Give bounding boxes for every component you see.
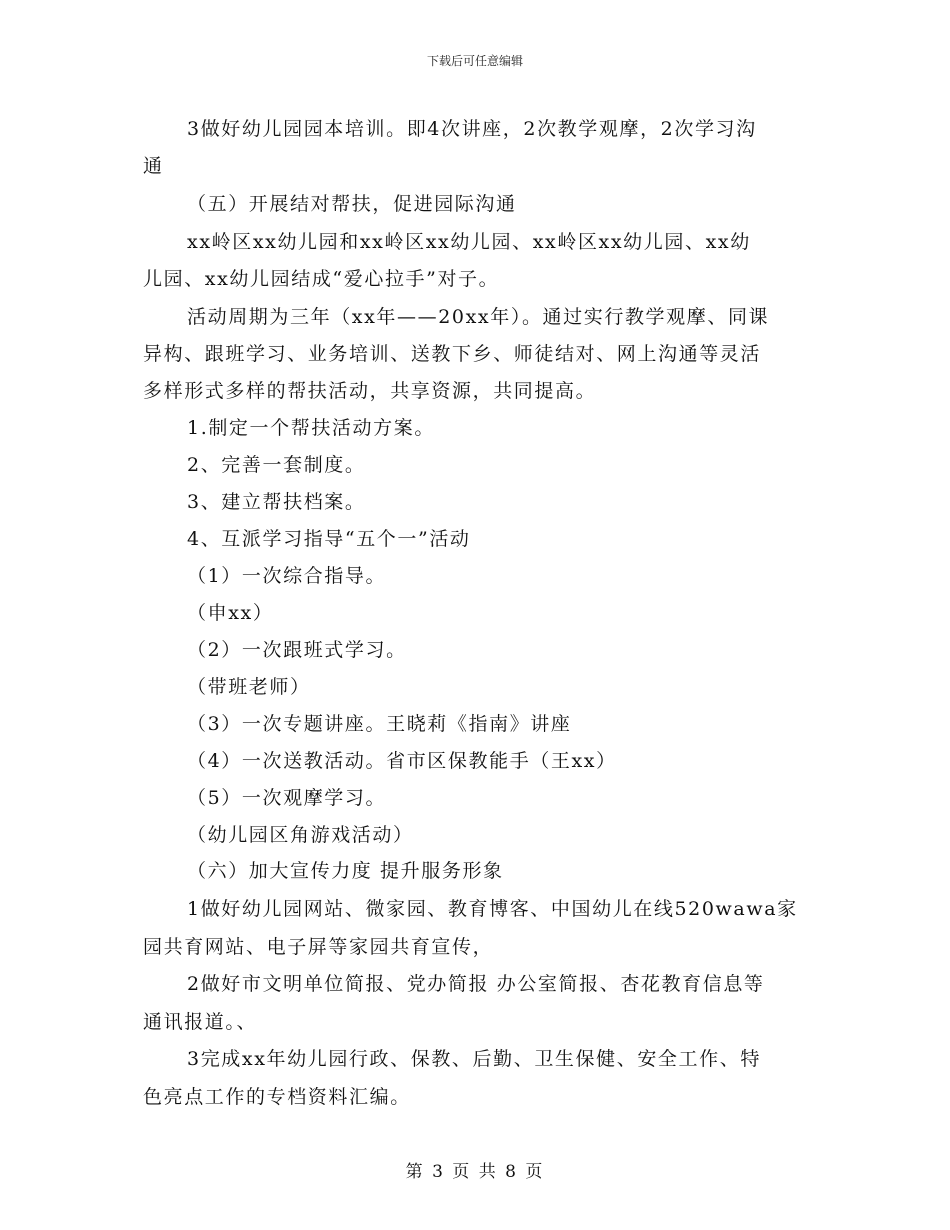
sub-list-item: （2）一次跟班式学习。: [187, 639, 407, 661]
sub-list-note: （申xx）: [187, 602, 274, 624]
sub-list-note: （幼儿园区角游戏活动）: [187, 824, 414, 846]
list-item: 2、完善一套制度。: [187, 454, 366, 476]
paragraph-line: 儿园、xx幼儿园结成“爱心拉手”对子。: [143, 268, 500, 290]
paragraph-line: 异构、跟班学习、业务培训、送教下乡、师徒结对、网上沟通等灵活: [143, 343, 762, 365]
page-header: 下载后可任意编辑: [426, 54, 523, 68]
paragraph-line: 2做好市文明单位简报、党办简报 办公室简报、杏花教育信息等: [187, 973, 765, 995]
sub-list-item: （4）一次送教活动。省市区保教能手（王xx）: [187, 750, 617, 772]
paragraph-line: 通讯报道。、: [143, 1011, 258, 1033]
paragraph-line: 1做好幼儿园网站、微家园、教育博客、中国幼儿在线520wawa家: [187, 898, 798, 920]
list-item: 3、建立帮扶档案。: [187, 491, 366, 513]
sub-list-item: （3）一次专题讲座。王晓莉《指南》讲座: [187, 713, 572, 735]
sub-list-note: （带班老师）: [187, 676, 311, 698]
list-item: 4、互派学习指导“五个一”活动: [187, 528, 471, 550]
section-heading: （六）加大宣传力度 提升服务形象: [187, 860, 504, 882]
paragraph-line: 活动周期为三年（xx年——20xx年）。通过实行教学观摩、同课: [187, 306, 770, 328]
paragraph-line: 通: [143, 155, 164, 177]
list-item: 1.制定一个帮扶活动方案。: [187, 417, 435, 439]
sub-list-item: （5）一次观摩学习。: [187, 787, 387, 809]
paragraph-line: 园共育网站、电子屏等家园共育宣传，: [143, 936, 494, 958]
page-number: 第 3 页 共 8 页: [405, 1162, 545, 1182]
sub-list-item: （1）一次综合指导。: [187, 565, 387, 587]
paragraph-line: xx岭区xx幼儿园和xx岭区xx幼儿园、xx岭区xx幼儿园、xx幼: [187, 231, 751, 253]
section-heading: （五）开展结对帮扶，促进园际沟通: [187, 193, 517, 215]
paragraph-line: 色亮点工作的专档资料汇编。: [143, 1086, 411, 1108]
paragraph-line: 3完成xx年幼儿园行政、保教、后勤、卫生保健、安全工作、特: [187, 1048, 761, 1070]
paragraph-line: 多样形式多样的帮扶活动，共享资源，共同提高。: [143, 380, 597, 402]
paragraph-line: 3做好幼儿园园本培训。即4次讲座，2次教学观摩，2次学习沟: [187, 118, 757, 140]
